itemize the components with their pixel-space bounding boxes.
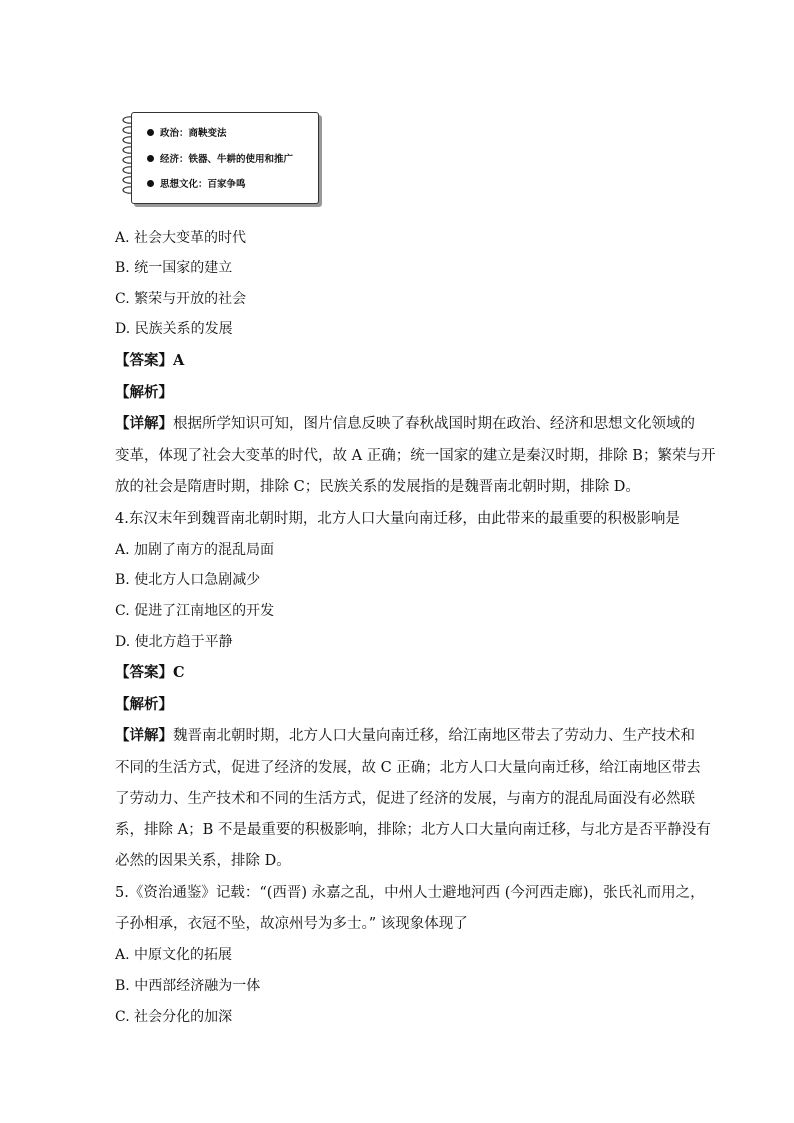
q4-analysis-label	[115, 695, 173, 715]
q3-detail-line: 放的社会是隋唐时期，排除 C；民族关系的发展指的是魏晋南北朝时期，排除 D。	[115, 479, 640, 495]
bullet-icon	[147, 180, 154, 187]
q4-answer	[115, 663, 185, 683]
q3-option-a: A. 社会大变革的时代	[115, 230, 247, 246]
q3-option-b: B. 统一国家的建立	[115, 260, 233, 276]
figure-item	[147, 151, 293, 165]
q4-option-b: B. 使北方人口急剧减少	[115, 572, 261, 588]
figure-item-text: 思想文化：百家争鸣	[160, 179, 246, 190]
q3-option-c: C. 繁荣与开放的社会	[115, 291, 247, 307]
q4-detail-line: 必然的因果关系，排除 D。	[115, 853, 291, 869]
q3-detail-line: 变革，体现了社会大变革的时代，故 A 正确；统一国家的建立是秦汉时期，排除 B；繁荣与开	[115, 448, 716, 464]
figure-item	[147, 125, 227, 139]
analysis-label: 【解析】	[115, 384, 173, 401]
bullet-icon	[147, 155, 154, 162]
figure-item-text: 经济：铁器、牛耕的使用和推广	[160, 154, 294, 165]
q4-stem: 4.东汉末年到魏晋南北朝时期，北方人口大量向南迁移，由此带来的最重要的积极影响是	[115, 511, 680, 527]
q4-detail-line: 不同的生活方式，促进了经济的发展，故 C 正确；北方人口大量向南迁移，给江南地区带去	[115, 760, 701, 776]
detail-text: 魏晋南北朝时期，北方人口大量向南迁移，给江南地区带去了劳动力、生产技术和	[173, 728, 695, 744]
q5-stem: 子孙相承，衣冠不坠，故凉州号为多士。” 该现象体现了	[115, 916, 468, 932]
q4-detail-line	[115, 726, 695, 746]
q3-detail-line	[115, 414, 695, 434]
figure-item	[147, 176, 246, 190]
notebook-figure	[119, 110, 321, 206]
q5-stem: 5.《资治通鉴》记载：“(西晋) 永嘉之乱，中州人士避地河西 (今河西走廊)，张氏礼而用之，	[115, 885, 705, 901]
q4-detail-line: 系，排除 A；B 不是最重要的积极影响，排除；北方人口大量向南迁移，与北方是否平静没有	[115, 822, 711, 838]
bullet-icon	[147, 129, 154, 136]
q5-option-a: A. 中原文化的拓展	[115, 947, 233, 963]
detail-text: 根据所学知识可知，图片信息反映了春秋战国时期在政治、经济和思想文化领域的	[173, 416, 695, 432]
q4-option-d: D. 使北方趋于平静	[115, 634, 233, 650]
figure-item-text: 政治：商鞅变法	[160, 128, 227, 139]
q3-answer	[115, 351, 184, 371]
q5-option-b: B. 中西部经济融为一体	[115, 978, 261, 994]
q3-analysis-label	[115, 383, 173, 403]
answer-value: A	[173, 352, 185, 369]
detail-label: 【详解】	[115, 415, 173, 432]
q4-detail-line: 了劳动力、生产技术和不同的生活方式，促进了经济的发展，与南方的混乱局面没有必然联	[115, 791, 695, 807]
answer-label: 【答案】	[115, 664, 173, 681]
detail-label: 【详解】	[115, 727, 173, 744]
answer-label: 【答案】	[115, 352, 173, 369]
analysis-label: 【解析】	[115, 696, 173, 713]
q5-option-c: C. 社会分化的加深	[115, 1009, 233, 1025]
q4-option-a: A. 加剧了南方的混乱局面	[115, 542, 275, 558]
q4-option-c: C. 促进了江南地区的开发	[115, 603, 275, 619]
q3-option-d: D. 民族关系的发展	[115, 321, 233, 337]
answer-value: C	[173, 664, 185, 681]
